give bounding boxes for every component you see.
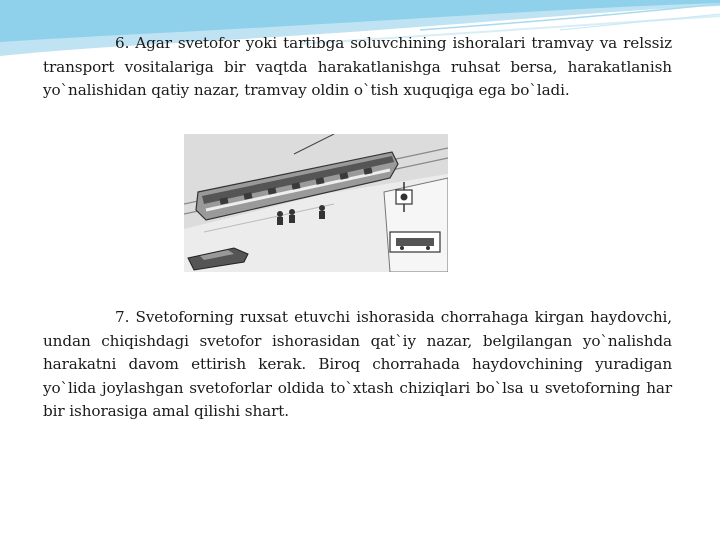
rule-7-paragraph: 7. Svetoforning ruxsat etuvchi ishorasida chorrahaga kirgan haydovchi, undan chiqishdagi svetofor ishorasidan qat`iy nazar, belgilangan yo`nalishda harakatni davom ettirish kerak. Biroq chorrahada haydovchining yuradigan yo`lida joylashgan svetoforlar oldida to`xtash chiziqlari bo`lsa u svetoforning har bir ishorasiga amal qilishi shart. bbox=[43, 308, 672, 420]
rule-6-paragraph: 6. Agar svetofor yoki tartibga soluvchining ishoralari tramvay va relssiz transport vositalariga bir vaqtda harakatlanishga ruhsat bersa, harakatlanish yo`nalishidan qatiy nazar, tramvay oldin o`tish xuquqiga ega bo`ladi. bbox=[43, 34, 672, 99]
tram-sign-icon bbox=[390, 232, 440, 252]
tram-intersection-illustration bbox=[184, 134, 448, 272]
